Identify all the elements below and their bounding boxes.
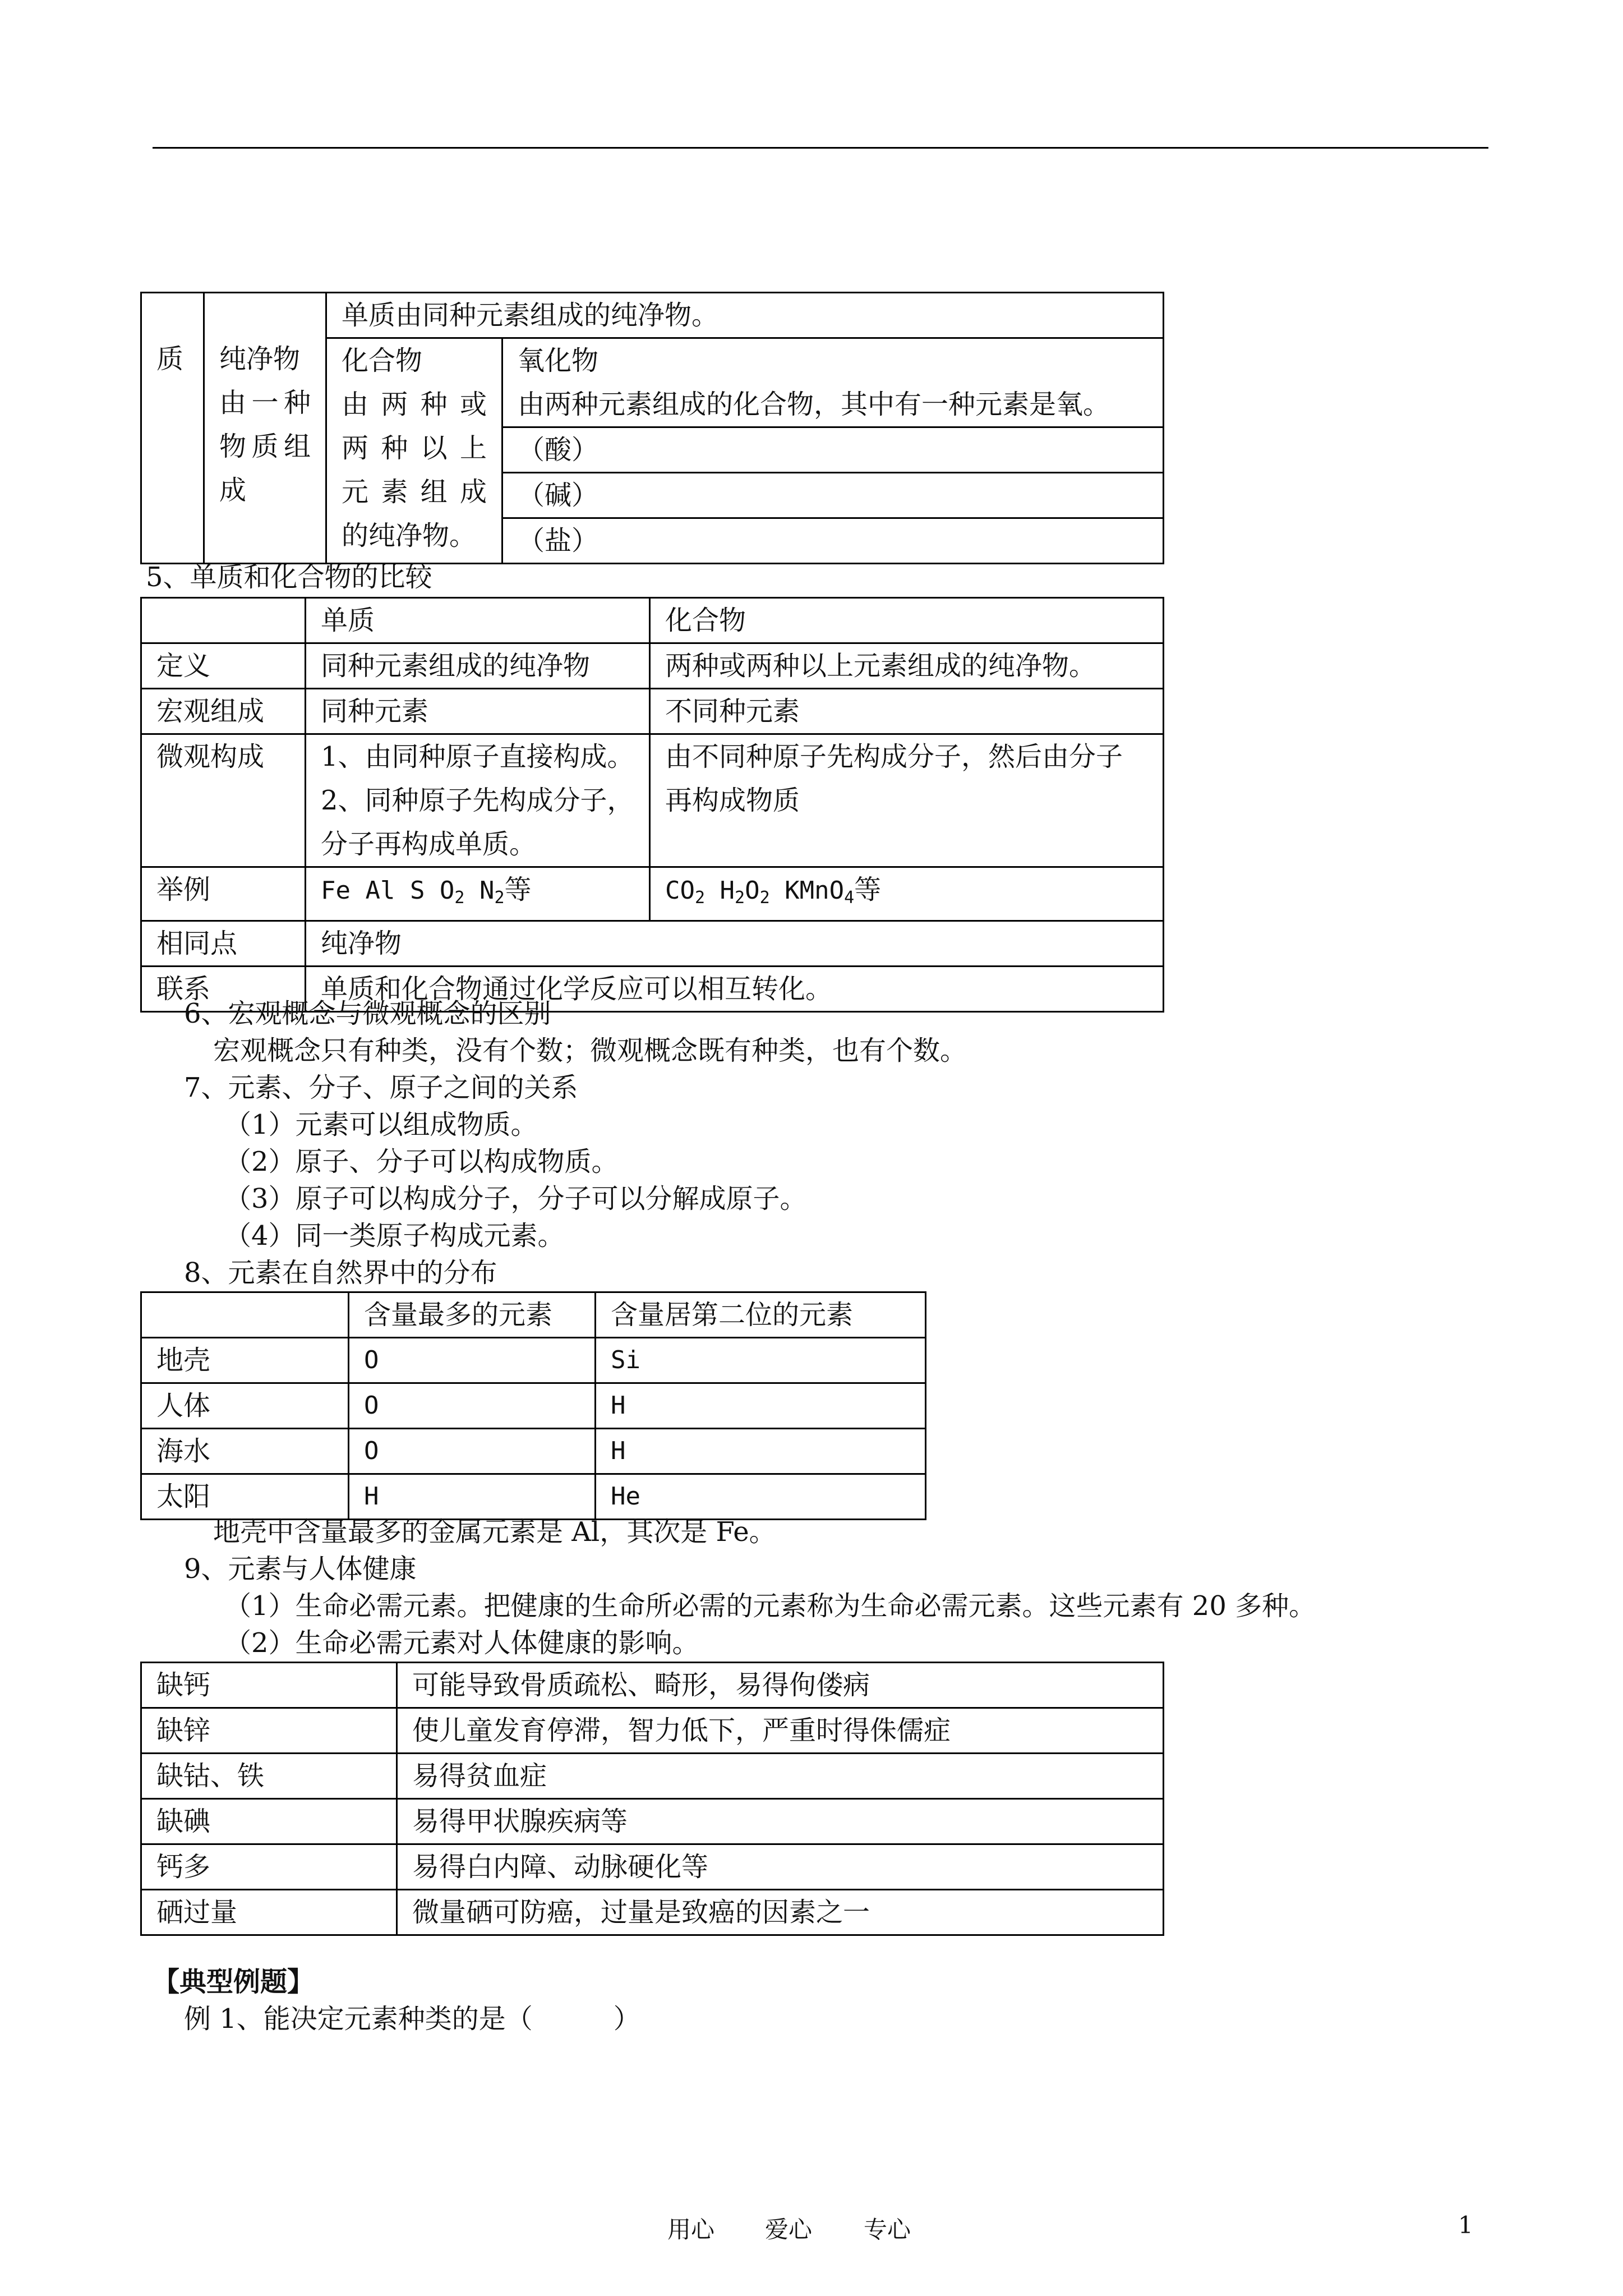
table-row: 联系 单质和化合物通过化学反应可以相互转化。	[141, 967, 1164, 1012]
footer-label-1: 用心	[667, 2216, 715, 2243]
list-item: （3）原子可以构成分子，分子可以分解成原子。	[224, 1183, 807, 1214]
quality-cell: 质	[141, 293, 204, 564]
section8-note: 地壳中含量最多的金属元素是 Al，其次是 Fe。	[213, 1516, 776, 1548]
section9-point1: （1）生命必需元素。把健康的生命所必需的元素称为生命必需元素。这些元素有 20 多种。	[224, 1590, 1316, 1622]
example-compound-formulas: $CO_2$ $H_2O_2$ KMnO$_4$等	[650, 867, 1164, 921]
table-row: 硒过量 微量硒可防癌，过量是致癌的因素之一	[141, 1890, 1164, 1935]
table-row: 钙多 易得白内障、动脉硬化等	[141, 1844, 1164, 1890]
table-row: 缺钴、铁 易得贫血症	[141, 1754, 1164, 1799]
section5-heading: 5、单质和化合物的比较	[146, 562, 432, 593]
header-rule	[153, 147, 1488, 149]
table-row: 太阳 H He	[141, 1474, 926, 1520]
table-row: 宏观组成 同种元素 不同种元素	[141, 689, 1164, 734]
header-simple: 单质	[306, 598, 650, 643]
header-compound: 化合物	[650, 598, 1164, 643]
table-row: 缺碘 易得甲状腺疾病等	[141, 1799, 1164, 1844]
example-question-1: 例 1、能决定元素种类的是（ ）	[184, 2003, 640, 2035]
examples-heading: 【典型例题】	[153, 1966, 315, 1998]
table-row: 定义 同种元素组成的纯净物 两种或两种以上元素组成的纯净物。	[141, 643, 1164, 689]
table-row: 含量最多的元素 含量居第二位的元素	[141, 1292, 926, 1338]
footer-label-2: 爱心	[765, 2216, 813, 2243]
list-item: （4）同一类原子构成元素。	[224, 1220, 565, 1251]
section9-heading: 9、元素与人体健康	[184, 1553, 417, 1585]
section6-heading: 6、宏观概念与微观概念的区别	[184, 998, 551, 1029]
section7-heading: 7、元素、分子、原子之间的关系	[184, 1072, 578, 1103]
comparison-table	[140, 597, 1164, 1013]
distribution-table	[140, 1291, 926, 1520]
list-item: （2）原子、分子可以构成物质。	[224, 1146, 619, 1177]
simple-substance-cell: 单质由同种元素组成的纯净物。	[326, 293, 1164, 338]
footer-label-3: 专心	[864, 2216, 911, 2243]
table-row: 缺锌 使儿童发育停滞，智力低下，严重时得侏儒症	[141, 1708, 1164, 1754]
acid-cell: （酸）	[502, 427, 1164, 473]
oxide-cell: 氧化物 由两种元素组成的化合物，其中有一种元素是氧。	[502, 338, 1164, 427]
table-row: 人体 O H	[141, 1383, 926, 1429]
table-row: 举例 Fe Al S $O_2$ $N_2$等 $CO_2$ $H_2O_2$ KMnO$_4$等	[141, 867, 1164, 921]
table-row: 海水 O H	[141, 1429, 926, 1474]
health-table	[140, 1662, 1164, 1936]
list-item: （1）元素可以组成物质。	[224, 1109, 538, 1140]
table-row: 微观构成 1、由同种原子直接构成。 2、同种原子先构成分子， 分子再构成单质。 由不同种原子先构成分子，然后由分子 再构成物质	[141, 734, 1164, 867]
example-simple-formulas: Fe Al S $O_2$ $N_2$等	[306, 867, 650, 921]
section8-heading: 8、元素在自然界中的分布	[184, 1257, 497, 1289]
table-row: 地壳 O Si	[141, 1338, 926, 1383]
section6-text: 宏观概念只有种类，没有个数；微观概念既有种类，也有个数。	[213, 1035, 967, 1066]
substance-classification-table	[140, 292, 1164, 564]
salt-cell: （盐）	[502, 518, 1164, 564]
table-row: 相同点 纯净物	[141, 921, 1164, 967]
compound-cell: 化合物 由两种或 两种以上 元素组成 的纯净物。	[326, 338, 502, 564]
page-number: 1	[1458, 2211, 1473, 2239]
base-cell: （碱）	[502, 473, 1164, 518]
pure-substance-cell: 纯净物 由一种 物质组 成	[204, 293, 326, 564]
table-row	[141, 598, 1164, 643]
table-row: 缺钙 可能导致骨质疏松、畸形，易得佝偻病	[141, 1663, 1164, 1708]
section9-point2: （2）生命必需元素对人体健康的影响。	[224, 1627, 699, 1659]
